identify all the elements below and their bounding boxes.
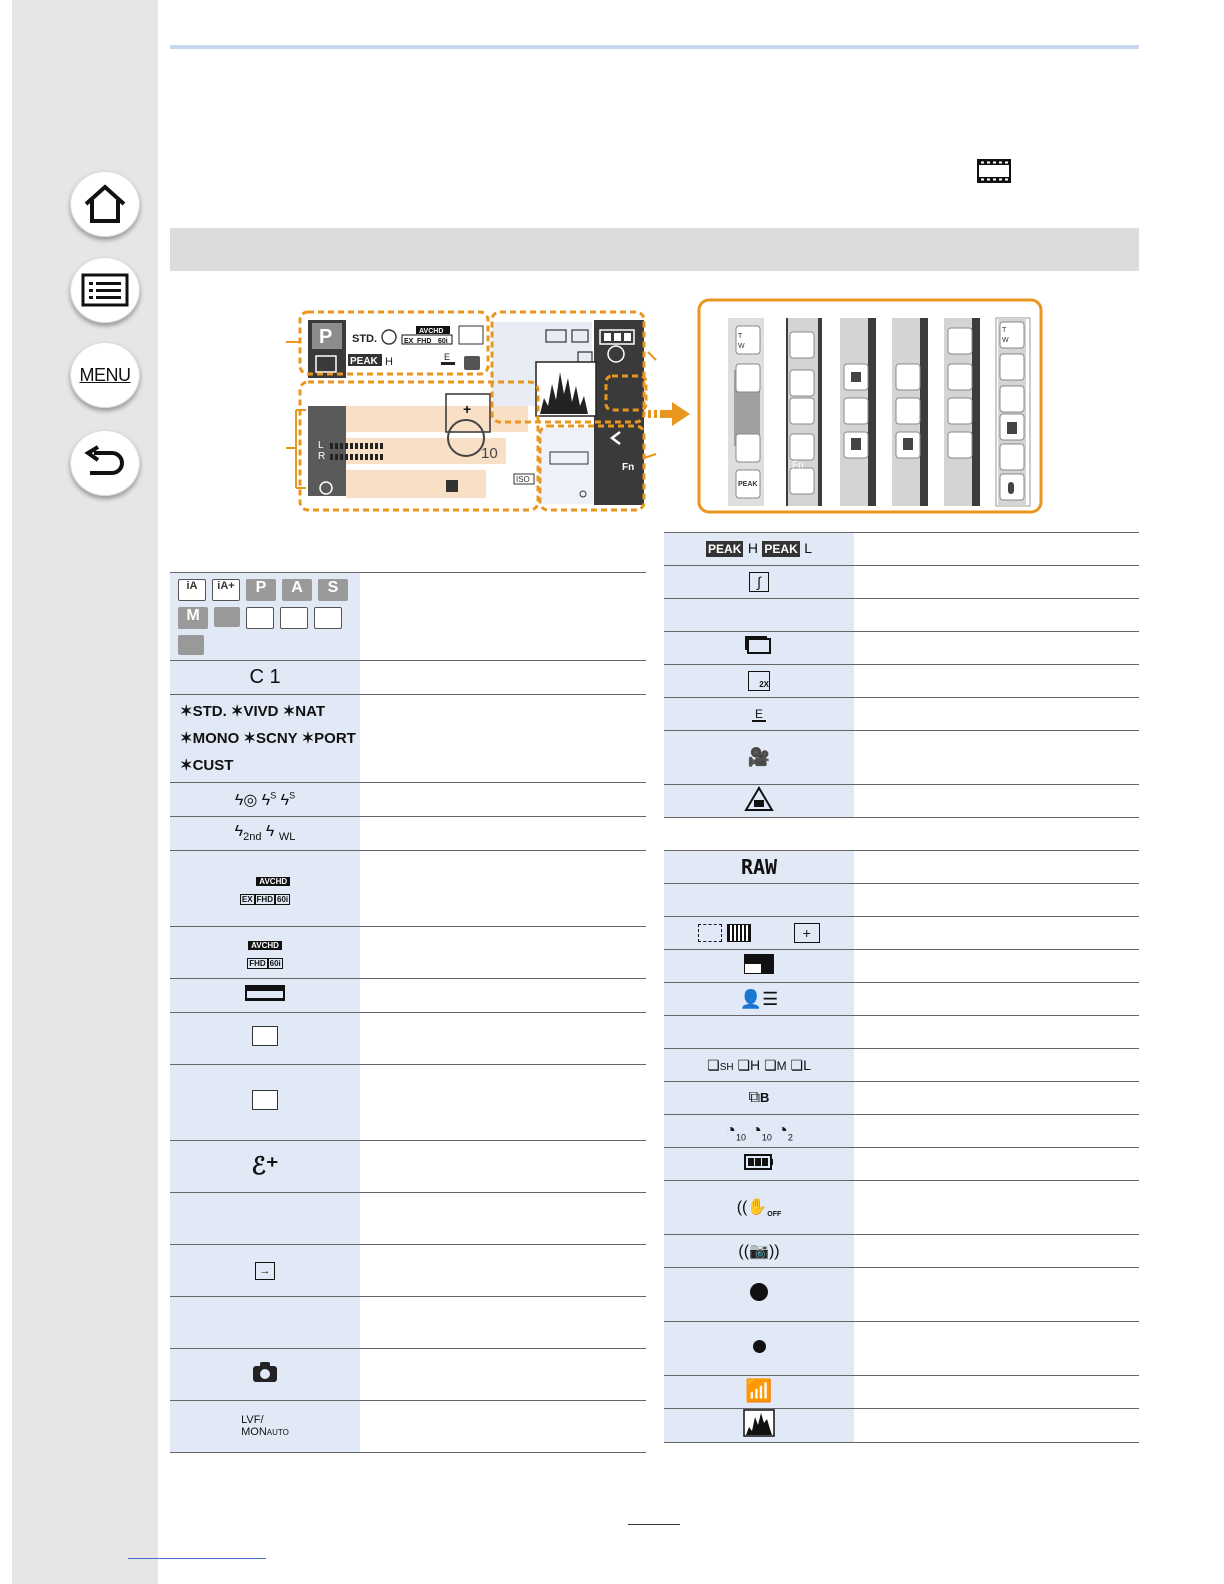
ex-tele-icon: 2X	[748, 671, 770, 691]
custom-p-icon	[246, 607, 274, 629]
back-icon	[82, 445, 128, 481]
svg-text:H: H	[385, 356, 393, 368]
mode-letter: P	[319, 326, 333, 348]
recording-state-icon	[750, 1283, 768, 1301]
right-icon-table	[664, 532, 1139, 1443]
photo-styles-cell: ✶STD. ✶VIVD ✶NAT ✶MONO ✶SCNY ✶PORT ✶CUST	[170, 695, 360, 783]
movie-mode-icon	[214, 607, 240, 627]
svg-text:ISO: ISO	[516, 475, 530, 484]
screen-diagram	[278, 298, 698, 516]
page-number-rule	[628, 1524, 680, 1525]
section-heading-bar	[170, 228, 1139, 271]
curve-icon: ∫	[749, 572, 769, 592]
svg-text:E: E	[444, 352, 451, 362]
electronic-shutter-icon: E	[752, 708, 766, 722]
peaking-icons: PEAK H PEAK L	[664, 533, 854, 566]
svg-text:10: 10	[481, 445, 498, 462]
creative-icon	[178, 635, 204, 655]
svg-text:W: W	[1002, 337, 1009, 344]
aspect-ratio-icon	[245, 985, 285, 1001]
quality-icon	[252, 1090, 278, 1110]
home-button[interactable]	[70, 171, 140, 237]
panorama-icon	[280, 607, 308, 629]
wifi-icon: 📶	[745, 1378, 773, 1403]
scene-icon	[314, 607, 342, 629]
lvf-mon-auto-icon: LVF/ MONAUTO	[170, 1401, 360, 1453]
svg-text:PEAK: PEAK	[350, 356, 378, 367]
picture-size-icon	[252, 1026, 278, 1046]
card-icon: →	[255, 1262, 275, 1280]
flash-redeye-icon: ϟ◎ $ϟ^S$ $ϟ^S$	[234, 790, 296, 809]
svg-text:W: W	[738, 343, 745, 350]
contents-button[interactable]	[70, 257, 140, 323]
back-button[interactable]	[70, 430, 140, 496]
svg-text:Fn: Fn	[622, 462, 635, 473]
avchd-ex-icon: AVCHD EX FHD 60i	[170, 851, 360, 927]
list-icon	[81, 273, 129, 307]
touch-tab-diagram	[696, 298, 1044, 516]
svg-text:L: L	[318, 440, 324, 451]
custom-c1-label: C 1	[249, 666, 281, 688]
self-timer-icons: $◔_{10}$ $◔_{10}$ $◔_2$	[664, 1115, 854, 1148]
raw-label: RAW	[740, 855, 778, 879]
movie-frame-icon	[976, 158, 1012, 189]
filter-plus-icon: ℰ⁺	[251, 1153, 279, 1180]
recording-modes-cell: iA iA+ P A S M	[170, 573, 360, 661]
bracket-icon: ⧉B	[748, 1089, 770, 1106]
svg-text:PEAK: PEAK	[738, 481, 758, 488]
svg-text:R: R	[318, 451, 326, 462]
movie-photo-icon: 🎥	[747, 747, 771, 767]
menu-button[interactable]	[70, 342, 140, 408]
svg-text:+: +	[463, 401, 472, 417]
stabilizer-off-icon: (($✋_{OFF}$	[736, 1198, 782, 1219]
svg-text:60i: 60i	[438, 338, 448, 345]
camera-icon	[252, 1361, 278, 1383]
photo-style: STD.	[352, 333, 378, 345]
silent-mode-icon	[744, 786, 774, 812]
home-icon	[82, 183, 128, 225]
svg-text:T: T	[1002, 327, 1007, 334]
histogram-icon	[743, 1409, 775, 1437]
header-rule	[170, 45, 1139, 49]
svg-text:Fn: Fn	[792, 460, 804, 471]
left-icon-table	[170, 572, 646, 1453]
svg-text:EX: EX	[404, 338, 414, 345]
jitter-alert-icon: ((📷))	[738, 1243, 780, 1260]
focus-state-icon	[753, 1340, 766, 1353]
svg-text:FHD: FHD	[417, 338, 432, 345]
af-mode-icons: +	[664, 917, 854, 950]
sidebar	[12, 0, 158, 1584]
face-recognition-icon: 👤☰	[739, 988, 779, 1009]
svg-text:AVCHD: AVCHD	[419, 328, 444, 335]
multi-exposure-icon	[747, 638, 771, 654]
menu-label: MENU	[79, 364, 131, 385]
burst-icons: ❏SH ❏H ❏M ❏L	[664, 1049, 854, 1082]
footer-link[interactable]	[128, 1558, 266, 1559]
svg-text:T: T	[738, 333, 743, 340]
flash-2nd-icon: $ϟ_{2nd}$ ϟ $_{WL}$	[234, 823, 296, 844]
battery-icon	[744, 1154, 774, 1170]
avchd-icon: AVCHD FHD 60i	[170, 927, 360, 979]
focus-icon	[744, 954, 774, 974]
